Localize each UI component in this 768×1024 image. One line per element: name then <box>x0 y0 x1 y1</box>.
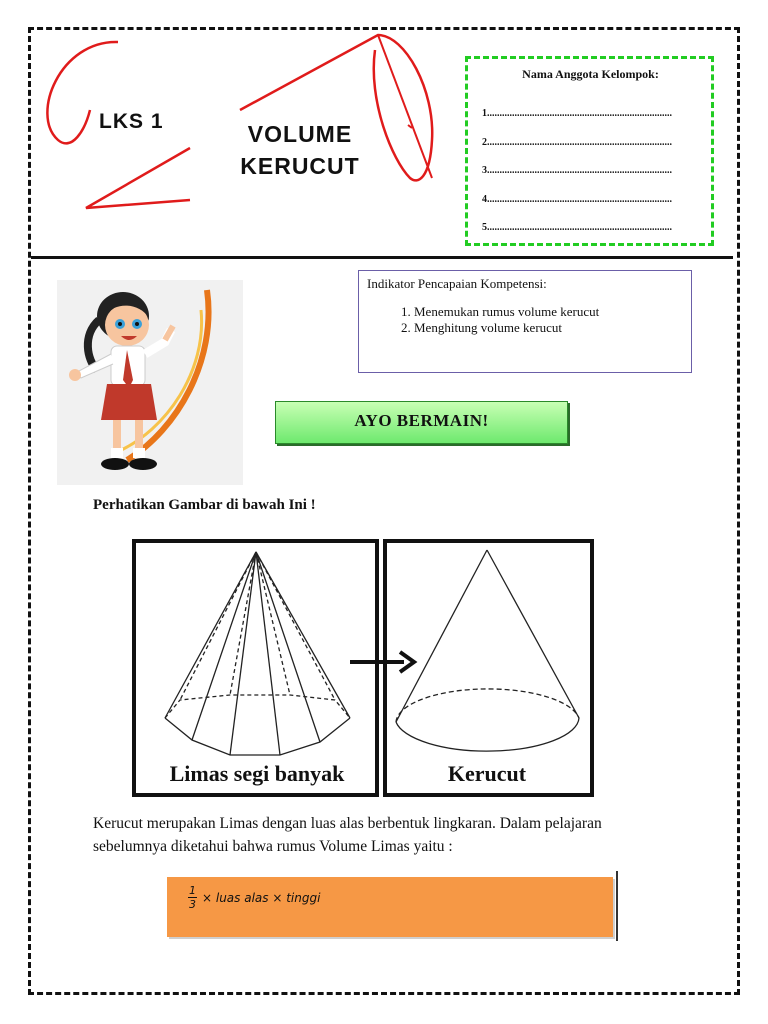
members-title: Nama Anggota Kelompok: <box>522 67 659 81</box>
member-line-5[interactable]: 5.......................................................................... <box>482 222 672 233</box>
pyramid-label: Limas segi banyak <box>169 761 345 786</box>
member-line-1[interactable]: 1.......................................................................... <box>482 108 672 119</box>
member-line-3[interactable]: 3.......................................................................... <box>482 165 672 176</box>
formula-box <box>167 877 613 937</box>
explanation-paragraph: Kerucut merupakan Limas dengan luas alas berbentuk lingkaran. Dalam pelajaran sebelumnya diketahui bahwa rumus Volume Limas yaitu : <box>93 815 602 855</box>
indicator-item-1: 1. Menemukan rumus volume kerucut <box>414 304 683 320</box>
title-line-1: VOLUME <box>247 121 353 147</box>
fraction-denominator: 3 <box>189 898 196 911</box>
member-line-4[interactable]: 4.......................................................................... <box>482 193 672 205</box>
instruction-text: Perhatikan Gambar di bawah Ini ! <box>93 497 316 513</box>
indicator-title: Indikator Pencapaian Kompetensi: <box>367 276 547 291</box>
title-line-2: KERUCUT <box>240 153 360 179</box>
formula-expression: × luas alas × tinggi <box>202 891 321 905</box>
indicator-item-2: 2. Menghitung volume kerucut <box>414 320 683 336</box>
worksheet-number: LKS 1 <box>99 110 164 133</box>
pyramid-frame <box>134 541 377 795</box>
ayo-bermain-banner: AYO BERMAIN! <box>275 401 568 444</box>
formula-edge-line <box>616 871 618 941</box>
cone-frame <box>385 541 592 795</box>
member-line-2[interactable]: 2.......................................................................... <box>482 136 672 148</box>
fraction-numerator: 1 <box>189 884 196 897</box>
fraction-one-third <box>188 884 197 912</box>
cone-label: Kerucut <box>447 761 527 786</box>
